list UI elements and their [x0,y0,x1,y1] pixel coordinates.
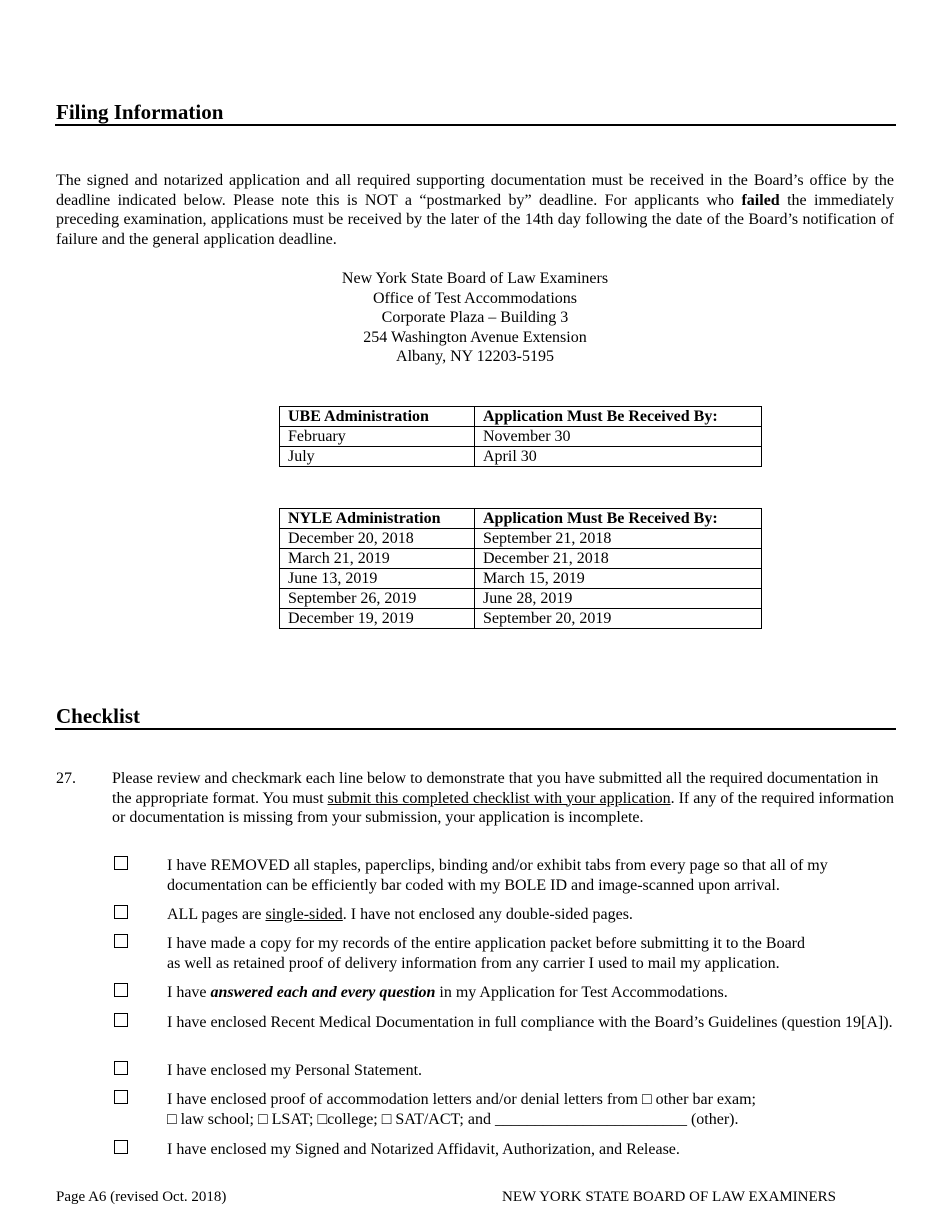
checkbox-medical-documentation[interactable] [114,1013,128,1027]
table-header-row [280,407,762,427]
item-line: □ law school; □ LSAT; □college; □ SAT/ACT; and ________________________ (other). [167,1110,739,1128]
table-header-cell: UBE Administration [280,407,475,427]
address-line: 254 Washington Avenue Extension [363,328,587,346]
table-row [280,549,762,569]
section-rule [55,124,896,126]
table-row [280,569,762,589]
checkbox-answered-questions[interactable] [114,983,128,997]
checklist-item-made-copy [167,934,895,973]
checkbox-single-sided[interactable] [114,905,128,919]
mailing-address [275,269,675,367]
table-row [280,427,762,447]
table-cell: November 30 [475,427,762,447]
table-cell: December 19, 2019 [280,609,475,629]
section-rule [55,728,896,730]
filing-information-heading: Filing Information [56,100,224,124]
checkbox-made-copy[interactable] [114,934,128,948]
item-text: ALL pages are [167,906,266,923]
checkbox-accommodation-letters[interactable] [114,1090,128,1104]
filing-paragraph-text: The signed and notarized application and all required supporting documentation must be received in the Board’s office by the deadline indicated below. Please note this is NOT a “postmarked by” deadline. For applicants who [56,172,894,209]
table-cell: March 21, 2019 [280,549,475,569]
item-underlined: single-sided [265,906,343,923]
checklist-heading: Checklist [56,704,140,728]
checklist-item-medical-documentation: I have enclosed Recent Medical Documentation in full compliance with the Board’s Guidelines (question 19[A]). [167,1014,893,1031]
table-cell: September 26, 2019 [280,589,475,609]
item-text-continued: . I have not enclosed any double-sided pages. [342,906,633,923]
table-cell: July [280,447,475,467]
table-cell: March 15, 2019 [475,569,762,589]
ube-deadline-table [279,406,762,467]
checklist-item-remove-staples: I have REMOVED all staples, paperclips, binding and/or exhibit tabs from every page so that all of my documentation can be efficiently bar coded with my BOLE ID and image-scanned upon arrival. [167,857,828,894]
checklist-item-single-sided [167,905,895,925]
address-line: Corporate Plaza – Building 3 [381,309,569,327]
table-row [280,589,762,609]
item-line: as well as retained proof of delivery information from any carrier I used to mail my application. [167,954,780,972]
checklist-instructions [112,769,896,828]
filing-paragraph [56,171,894,249]
table-cell: June 13, 2019 [280,569,475,589]
checkbox-remove-staples[interactable] [114,856,128,870]
checklist-item-accommodation-letters [167,1090,895,1129]
instructions-text-continued: . If any of the required information or documentation is missing from your submission, your application is incomplete. [112,789,895,826]
address-line: New York State Board of Law Examiners [341,270,609,287]
filing-paragraph-bold: failed [741,191,780,209]
checkbox-personal-statement[interactable] [114,1061,128,1075]
table-header-row [280,509,762,529]
item-text: I have [167,984,211,1001]
item-text-continued: in my Application for Test Accommodations. [435,984,728,1001]
footer-page-number: Page A6 (revised Oct. 2018) [56,1189,227,1205]
table-cell: December 20, 2018 [280,529,475,549]
table-row [280,529,762,549]
question-number: 27. [56,770,76,787]
checklist-item-affidavit: I have enclosed my Signed and Notarized Affidavit, Authorization, and Release. [167,1141,680,1158]
table-row [280,609,762,629]
address-line: Office of Test Accommodations [372,289,578,307]
instructions-text: Please review and checkmark each line below to demonstrate that you have submitted all the required documentation in the appropriate format. You must [112,770,879,807]
table-header-cell: Application Must Be Received By: [475,407,762,427]
checklist-item-personal-statement: I have enclosed my Personal Statement. [167,1062,423,1079]
table-header-cell: Application Must Be Received By: [475,509,762,529]
item-line: I have made a copy for my records of the entire application packet before submitting it to the Board [167,935,805,952]
table-row [280,447,762,467]
checklist-item-answered-questions [167,983,895,1003]
table-cell: June 28, 2019 [475,589,762,609]
filing-paragraph-text-continued: the immediately preceding examination, applications must be received by the later of the 14th day following the date of the Board’s notification of failure and the general application deadline. [56,191,895,248]
table-header-cell: NYLE Administration [280,509,475,529]
footer-board-name: NEW YORK STATE BOARD OF LAW EXAMINERS [502,1189,836,1205]
address-line: Albany, NY 12203-5195 [396,348,554,366]
item-line: I have enclosed proof of accommodation letters and/or denial letters from □ other bar exam; [167,1091,756,1108]
table-cell: April 30 [475,447,762,467]
table-cell: February [280,427,475,447]
table-cell: December 21, 2018 [475,549,762,569]
table-cell: September 21, 2018 [475,529,762,549]
table-cell: September 20, 2019 [475,609,762,629]
nyle-deadline-table [279,508,762,629]
checkbox-affidavit[interactable] [114,1140,128,1154]
item-bold-italic: answered each and every question [210,984,436,1001]
instructions-underlined: submit this completed checklist with your application [327,789,671,807]
